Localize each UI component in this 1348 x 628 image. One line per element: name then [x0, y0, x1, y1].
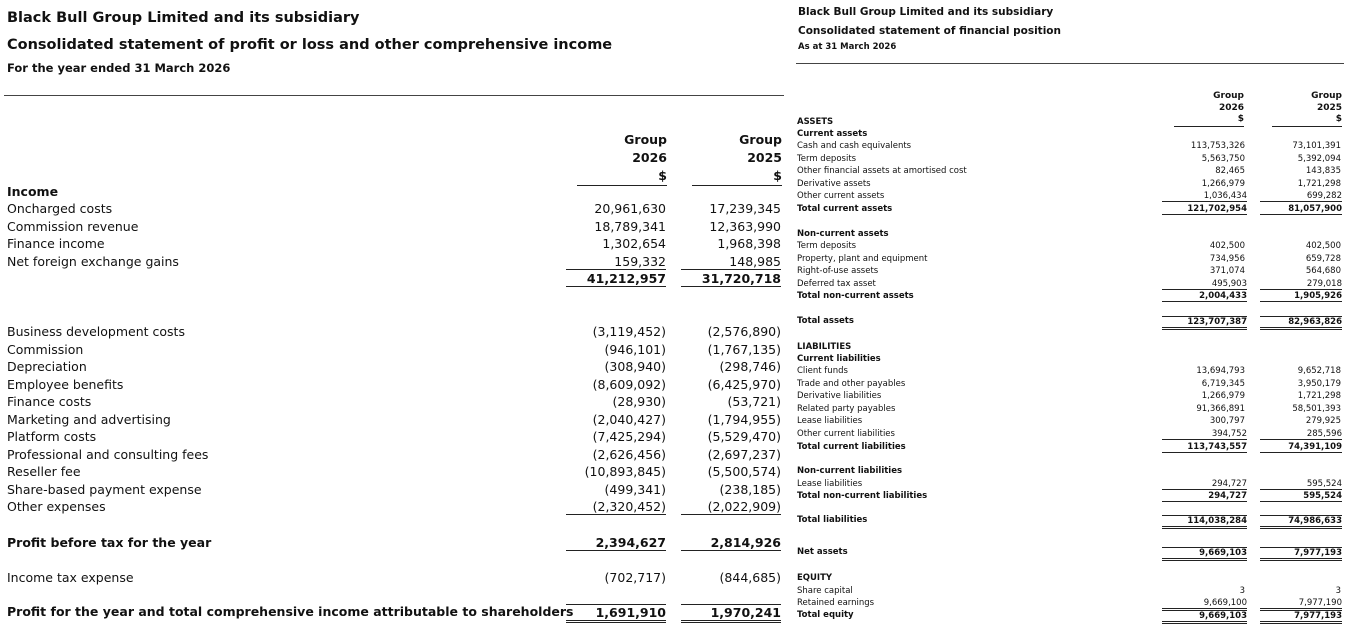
value-2026: (10,893,845): [584, 464, 666, 479]
fp-liabilities-heading-row: [790, 342, 1348, 354]
value-2026: 9,669,103: [1162, 610, 1247, 624]
fp-total-non-current-liabilities-row: [790, 491, 1348, 503]
row-label: Employee benefits: [7, 377, 124, 392]
value-2026: (308,940): [604, 359, 666, 374]
row-label: Marketing and advertising: [7, 412, 171, 427]
row-label: Finance income: [7, 236, 105, 251]
pl-column-header-2026: [577, 131, 667, 186]
row-label: Business development costs: [7, 324, 185, 339]
value-2025: 7,977,190: [1260, 598, 1342, 609]
table-row: [790, 266, 1348, 278]
value-2025: 73,101,391: [1292, 141, 1341, 151]
value-2025: 17,239,345: [709, 201, 781, 216]
pl-income-heading: Income: [7, 184, 59, 199]
current-liabilities-heading: Current liabilities: [797, 354, 881, 364]
value-2026: 113,743,557: [1162, 442, 1247, 453]
table-row: [790, 191, 1348, 203]
fp-col1-line1: Group: [1213, 91, 1244, 101]
value-2026: 159,332: [566, 254, 666, 270]
table-row: [790, 429, 1348, 441]
value-2025: 74,391,109: [1260, 442, 1342, 453]
value-2026: 1,302,654: [602, 236, 666, 251]
value-2025: (53,721): [727, 394, 781, 409]
value-2026: 6,719,345: [1201, 379, 1245, 389]
value-2026: 294,727: [1162, 491, 1247, 502]
non-current-assets-heading: Non-current assets: [797, 229, 889, 239]
row-label: Total current liabilities: [797, 442, 906, 452]
pl-company-name: Black Bull Group Limited and its subsidiary: [7, 10, 360, 26]
fp-non-current-liabilities-heading-row: [790, 466, 1348, 478]
value-2026: 82,465: [1215, 166, 1245, 176]
fp-total-assets-row: [790, 316, 1348, 328]
value-2026: 13,694,793: [1196, 366, 1245, 376]
value-2026: 114,038,284: [1162, 515, 1247, 529]
value-2026: 20,961,630: [594, 201, 666, 216]
value-2025: 3: [1335, 586, 1341, 596]
non-current-liabilities-heading: Non-current liabilities: [797, 466, 903, 476]
value-2026: 294,727: [1162, 479, 1247, 490]
value-2025: (238,185): [719, 482, 781, 497]
fp-col1-line3: $: [1174, 114, 1244, 127]
value-2026: 495,903: [1162, 279, 1247, 290]
pl-col2-line1: Group: [739, 132, 782, 147]
pl-col2-line3: $: [692, 167, 782, 186]
row-label: Total current assets: [797, 204, 893, 214]
value-2025: 58,501,393: [1292, 404, 1341, 414]
fp-total-liabilities-row: [790, 515, 1348, 527]
table-row: [0, 236, 790, 254]
value-2026: 1,036,434: [1162, 191, 1247, 202]
value-2025: 1,968,398: [717, 236, 781, 251]
row-label: Lease liabilities: [797, 479, 863, 489]
table-row: [790, 166, 1348, 178]
pl-period: For the year ended 31 March 2026: [7, 61, 231, 75]
value-2025: (5,529,470): [707, 429, 781, 444]
value-2026: (3,119,452): [592, 324, 666, 339]
value-2026: (28,930): [612, 394, 666, 409]
pl-header-divider: [4, 95, 784, 96]
value-2025: (2,576,890): [707, 324, 781, 339]
pl-profit-for-year-row: [0, 604, 790, 622]
row-label: Total assets: [797, 316, 854, 326]
value-2025: (2,022,909): [681, 499, 781, 515]
row-label: Derivative assets: [797, 179, 871, 189]
value-2025: 81,057,900: [1260, 204, 1342, 215]
value-2026: 121,702,954: [1162, 204, 1247, 215]
table-row: [790, 366, 1348, 378]
value-2026: (2,320,452): [566, 499, 666, 515]
fp-total-equity-row: [790, 610, 1348, 622]
value-2025: 9,652,718: [1297, 366, 1341, 376]
fp-total-current-assets-row: [790, 204, 1348, 216]
value-2026: 2,004,433: [1162, 291, 1247, 302]
value-2025: (1,767,135): [707, 342, 781, 357]
value-2025: 402,500: [1305, 241, 1341, 251]
table-row: [0, 254, 790, 272]
pl-income-tax-row: [0, 570, 790, 588]
row-label: Net foreign exchange gains: [7, 254, 179, 269]
row-label: Total non-current assets: [797, 291, 914, 301]
tax-2026: (702,717): [604, 570, 666, 585]
table-row: [790, 379, 1348, 391]
fp-col1-line2: 2026: [1218, 102, 1244, 113]
table-row: [790, 254, 1348, 266]
value-2025: 1,905,926: [1260, 291, 1342, 302]
value-2025: 595,524: [1260, 491, 1342, 502]
value-2026: 734,956: [1209, 254, 1245, 264]
value-2026: 1,266,979: [1201, 179, 1245, 189]
row-label: Commission revenue: [7, 219, 139, 234]
table-row: [0, 447, 790, 465]
row-label: Other financial assets at amortised cost: [797, 166, 967, 176]
value-2026: 9,669,103: [1162, 547, 1247, 561]
row-label: Commission: [7, 342, 84, 357]
value-2026: 371,074: [1209, 266, 1245, 276]
row-label: Term deposits: [797, 154, 857, 164]
table-row: [790, 141, 1348, 153]
value-2025: 7,977,193: [1260, 547, 1342, 561]
value-2026: (2,626,456): [592, 447, 666, 462]
table-row: [790, 391, 1348, 403]
current-assets-heading: Current assets: [797, 129, 868, 139]
table-row: [0, 464, 790, 482]
row-label: Property, plant and equipment: [797, 254, 928, 264]
row-label: Other expenses: [7, 499, 106, 514]
value-2026: (946,101): [604, 342, 666, 357]
fp-period: As at 31 March 2026: [798, 42, 897, 52]
row-label: Professional and consulting fees: [7, 447, 209, 462]
pl-col2-line2: 2025: [747, 150, 782, 165]
value-2026: (499,341): [604, 482, 666, 497]
pl-col1-line2: 2026: [632, 150, 667, 165]
row-label: Client funds: [797, 366, 848, 376]
value-2026: (2,040,427): [592, 412, 666, 427]
row-label: Share capital: [797, 586, 853, 596]
row-label: Related party payables: [797, 404, 896, 414]
fp-col2-line1: Group: [1311, 91, 1342, 101]
value-2026: 1,266,979: [1201, 391, 1245, 401]
fp-net-assets-row: [790, 547, 1348, 559]
value-2025: 7,977,193: [1260, 610, 1342, 624]
profit-2026: 1,691,910: [566, 604, 666, 623]
row-label: Cash and cash equivalents: [797, 141, 912, 151]
row-label: Derivative liabilities: [797, 391, 882, 401]
value-2025: 699,282: [1260, 191, 1342, 202]
pl-col1-line3: $: [577, 167, 667, 186]
fp-col2-line2: 2025: [1316, 102, 1342, 113]
fp-statement-title: Consolidated statement of financial position: [798, 25, 1061, 37]
row-label: Term deposits: [797, 241, 857, 251]
value-2025: 82,963,826: [1260, 316, 1342, 330]
table-row: [790, 154, 1348, 166]
row-label: Profit for the year and total comprehensive income attributable to shareholders: [7, 604, 574, 619]
tax-2025: (844,685): [719, 570, 781, 585]
value-2025: 285,596: [1260, 429, 1342, 440]
value-2026: 3: [1239, 586, 1245, 596]
row-label: Platform costs: [7, 429, 97, 444]
table-row: [790, 241, 1348, 253]
fp-header-divider: [796, 63, 1344, 64]
row-label: Lease liabilities: [797, 416, 863, 426]
row-label: Oncharged costs: [7, 201, 113, 216]
row-label: Other current assets: [797, 191, 885, 201]
table-row: [0, 377, 790, 395]
profit-2025: 1,970,241: [681, 604, 781, 623]
value-2025: 659,728: [1305, 254, 1341, 264]
row-label: Deferred tax asset: [797, 279, 876, 289]
pl-profit-before-tax-row: [0, 535, 790, 553]
value-2025: (1,794,955): [707, 412, 781, 427]
row-label: Profit before tax for the year: [7, 535, 212, 550]
row-label: Share-based payment expense: [7, 482, 202, 497]
fp-total-non-current-assets-row: [790, 291, 1348, 303]
income-total-2026: 41,212,957: [566, 271, 666, 287]
value-2026: 9,669,100: [1162, 598, 1247, 609]
row-label: Retained earnings: [797, 598, 875, 608]
value-2025: 143,835: [1305, 166, 1341, 176]
value-2026: 123,707,387: [1162, 316, 1247, 330]
table-row: [0, 219, 790, 237]
table-row: [790, 586, 1348, 598]
value-2025: (298,746): [719, 359, 781, 374]
value-2025: 595,524: [1260, 479, 1342, 490]
fp-non-current-assets-heading-row: [790, 229, 1348, 241]
table-row: [0, 412, 790, 430]
value-2026: 113,753,326: [1190, 141, 1245, 151]
value-2026: 394,752: [1162, 429, 1247, 440]
pl-column-header-2025: [692, 131, 782, 186]
table-row: [0, 324, 790, 342]
financial-position-statement: [790, 0, 1348, 628]
value-2026: (7,425,294): [592, 429, 666, 444]
value-2026: 402,500: [1209, 241, 1245, 251]
value-2025: 12,363,990: [709, 219, 781, 234]
row-label: Reseller fee: [7, 464, 81, 479]
value-2025: (2,697,237): [707, 447, 781, 462]
value-2025: (6,425,970): [707, 377, 781, 392]
fp-current-assets-heading-row: [790, 129, 1348, 141]
value-2025: 279,018: [1260, 279, 1342, 290]
table-row: [790, 416, 1348, 428]
liabilities-heading: LIABILITIES: [797, 342, 852, 352]
value-2026: 91,366,891: [1196, 404, 1245, 414]
table-row: [0, 482, 790, 500]
value-2025: 564,680: [1305, 266, 1341, 276]
row-label: Finance costs: [7, 394, 92, 409]
value-2025: 5,392,094: [1297, 154, 1341, 164]
row-label: Net assets: [797, 547, 848, 557]
row-label: Total equity: [797, 610, 854, 620]
value-2025: 74,986,633: [1260, 515, 1342, 529]
value-2025: 1,721,298: [1297, 179, 1341, 189]
fp-equity-heading-row: [790, 573, 1348, 585]
table-row: [790, 404, 1348, 416]
value-2026: 5,563,750: [1201, 154, 1245, 164]
row-label: Depreciation: [7, 359, 87, 374]
row-label: Total non-current liabilities: [797, 491, 928, 501]
value-2025: (5,500,574): [707, 464, 781, 479]
table-row: [0, 359, 790, 377]
value-2026: 18,789,341: [594, 219, 666, 234]
value-2026: (8,609,092): [592, 377, 666, 392]
table-row: [790, 179, 1348, 191]
pl-col1-line1: Group: [624, 132, 667, 147]
assets-heading: ASSETS: [797, 117, 834, 127]
fp-company-name: Black Bull Group Limited and its subsidiary: [798, 6, 1054, 18]
fp-assets-heading-row: [790, 117, 1348, 129]
row-label: Other current liabilities: [797, 429, 895, 439]
table-row: [0, 201, 790, 219]
value-2025: 148,985: [681, 254, 781, 270]
value-2025: 3,950,179: [1297, 379, 1341, 389]
income-total-2025: 31,720,718: [681, 271, 781, 287]
value-2025: 279,925: [1305, 416, 1341, 426]
pl-income-total-row: [0, 271, 790, 289]
pbt-2026: 2,394,627: [566, 535, 666, 551]
table-row: [0, 429, 790, 447]
table-row: [0, 394, 790, 412]
pbt-2025: 2,814,926: [681, 535, 781, 551]
fp-col2-line3: $: [1272, 114, 1342, 127]
equity-heading: EQUITY: [797, 573, 833, 583]
table-row: [0, 342, 790, 360]
value-2025: 1,721,298: [1297, 391, 1341, 401]
row-label: Income tax expense: [7, 570, 134, 585]
row-label: Total liabilities: [797, 515, 868, 525]
table-row: [790, 598, 1348, 610]
pl-income-heading-row: [0, 184, 790, 202]
value-2026: 300,797: [1209, 416, 1245, 426]
row-label: Trade and other payables: [797, 379, 906, 389]
table-row: [790, 479, 1348, 491]
table-row: [0, 499, 790, 517]
fp-total-current-liabilities-row: [790, 442, 1348, 454]
row-label: Right-of-use assets: [797, 266, 879, 276]
pl-statement-title: Consolidated statement of profit or loss and other comprehensive income: [7, 37, 613, 53]
fp-current-liabilities-heading-row: [790, 354, 1348, 366]
table-row: [790, 279, 1348, 291]
